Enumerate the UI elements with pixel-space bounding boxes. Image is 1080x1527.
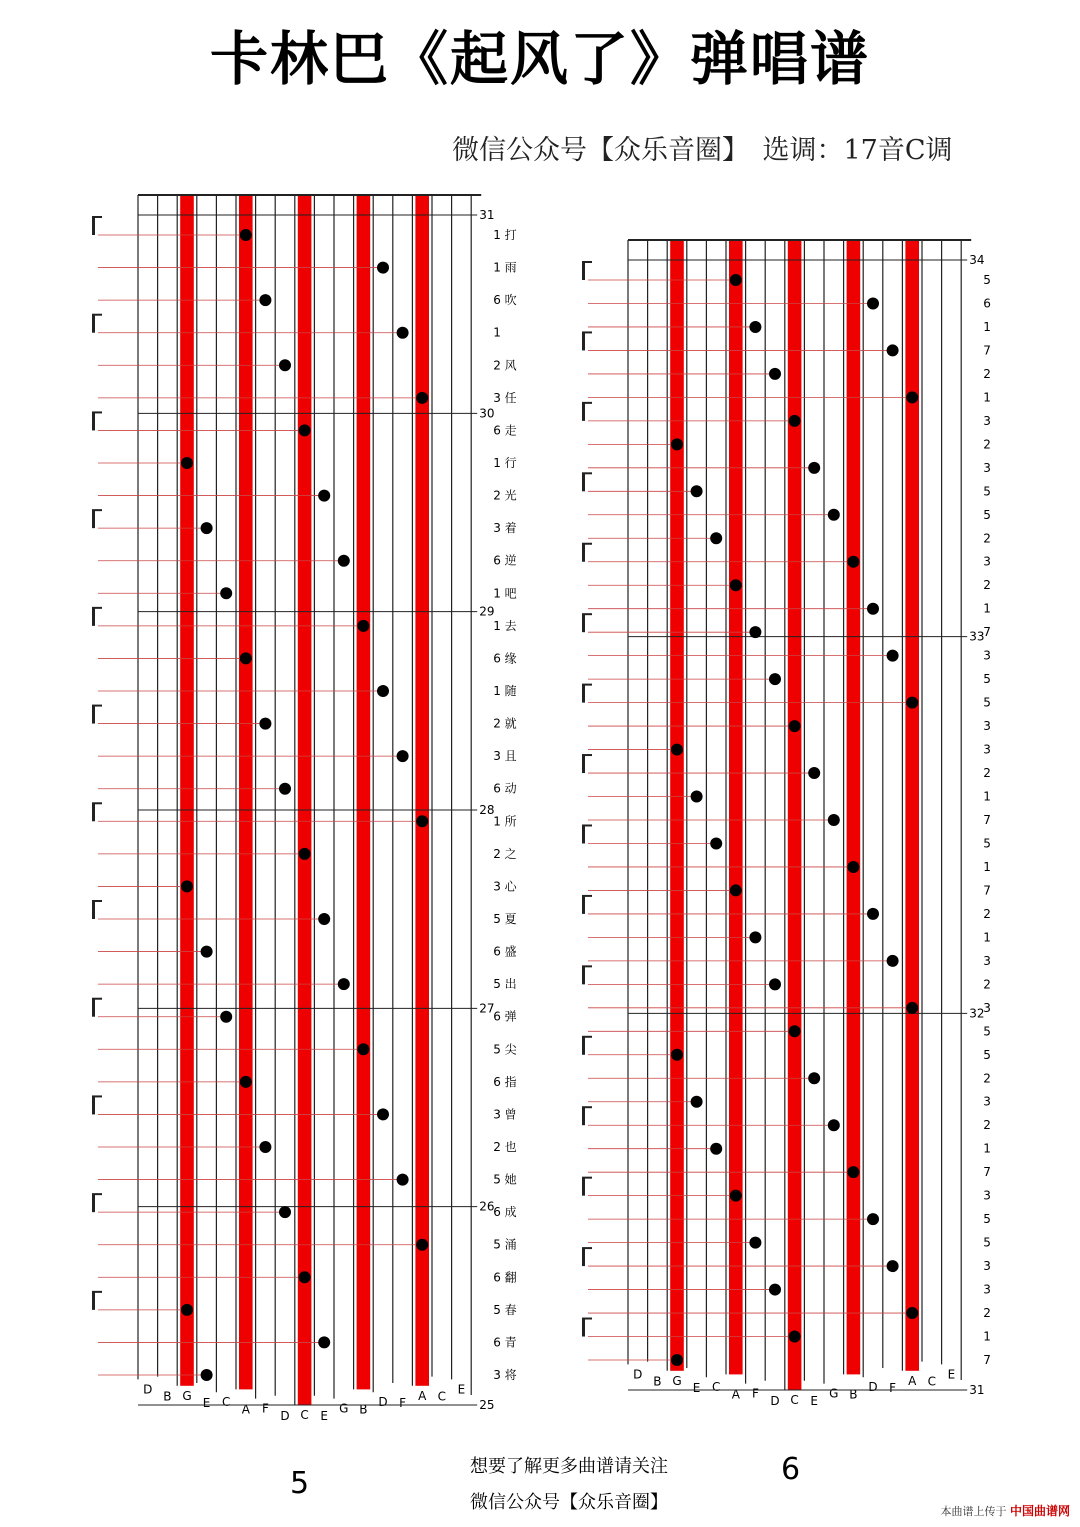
note-dot [828,814,840,826]
rhythm-stem [582,896,585,914]
rhythm-stem [92,412,95,430]
note-lyric: 5 她 [493,1172,517,1187]
key-label: C [222,1395,231,1410]
note-lyric: 1 [983,930,991,945]
key-label: B [849,1387,858,1402]
note-dot [710,532,722,544]
measure-number: 26 [479,1199,495,1214]
note-dot [318,1336,330,1348]
note-dot [318,913,330,925]
note-dot [808,767,820,779]
note-lyric: 1 随 [493,684,517,698]
note-dot [377,1108,389,1120]
measure-number: 33 [969,629,985,644]
note-lyric: 3 [983,742,991,757]
note-lyric: 1 [493,325,501,340]
key-label: D [633,1367,643,1382]
key-label: B [359,1402,368,1417]
note-dot [867,1213,879,1225]
rhythm-stem [582,966,585,984]
note-lyric: 5 [983,507,991,522]
note-lyric: 2 之 [493,846,517,861]
note-lyric: 6 成 [493,1205,517,1220]
note-lyric: 6 盛 [493,944,517,959]
note-lyric: 3 [983,1282,991,1297]
key-label: E [320,1408,328,1423]
right-sheet-number: 6 [781,1452,801,1487]
note-lyric: 3 [983,413,991,428]
note-dot [887,1260,899,1272]
note-lyric: 5 [983,1235,991,1250]
note-lyric: 1 [983,789,991,804]
note-dot [749,931,761,943]
key-label: F [261,1401,269,1416]
note-dot [240,1076,252,1088]
rhythm-stem [582,1037,585,1055]
rhythm-stem [582,262,585,280]
note-dot [181,1304,193,1316]
key-label: B [653,1374,662,1389]
measure-number: 30 [479,406,495,421]
note-lyric: 5 春 [493,1302,517,1317]
note-lyric: 2 [983,906,991,921]
note-dot [201,946,213,958]
note-dot [691,485,703,497]
note-lyric: 2 就 [493,716,517,731]
page-title: 卡林巴《起风了》弹唱谱 [209,25,870,93]
note-dot [299,848,311,860]
key-label: E [947,1367,956,1382]
note-dot [377,262,389,274]
note-lyric: 3 [983,953,991,968]
note-lyric: 7 [983,883,991,898]
note-dot [887,344,899,356]
rhythm-stem [92,999,95,1017]
key-label: D [770,1393,780,1408]
note-lyric: 5 夏 [493,912,517,926]
key-label: B [163,1389,172,1404]
key-label: F [751,1386,759,1401]
note-lyric: 1 [983,1141,991,1156]
note-dot [808,462,820,474]
rhythm-stem [582,1248,585,1266]
measure-number: 31 [479,208,495,222]
key-label: G [339,1401,349,1416]
red-key [357,195,371,1389]
note-dot [730,274,742,286]
note-lyric: 6 翻 [493,1270,517,1285]
red-key [729,240,743,1374]
rhythm-stem [582,473,585,491]
note-dot [201,522,213,534]
key-label: E [810,1393,818,1408]
credit [940,1502,1070,1519]
credit-brand: 中国曲谱网 [1009,1504,1070,1518]
rhythm-stem [582,544,585,562]
note-dot [906,1307,918,1319]
note-lyric: 7 [983,343,991,358]
note-dot [416,1239,428,1251]
note-lyric: 3 [983,1094,991,1109]
note-dot [671,438,683,450]
note-dot [769,978,781,990]
note-dot [808,1072,820,1084]
note-lyric: 2 [983,1118,991,1133]
key-label: A [731,1387,740,1402]
key-label: C [712,1380,721,1395]
note-dot [279,359,291,371]
note-dot [906,697,918,709]
note-dot [397,750,409,762]
note-lyric: 6 走 [493,423,517,438]
note-lyric: 5 尖 [493,1042,517,1057]
note-dot [749,1237,761,1249]
note-dot [769,1284,781,1296]
note-lyric: 3 心 [493,879,517,894]
note-lyric: 5 出 [493,977,517,992]
red-key [670,240,684,1371]
note-dot [259,1141,271,1153]
key-label: D [378,1395,388,1410]
note-dot [730,579,742,591]
note-lyric: 5 涌 [493,1237,517,1252]
note-lyric: 3 着 [493,521,517,536]
note-lyric: 1 雨 [493,260,517,275]
note-lyric: 5 [983,273,991,287]
note-dot [220,1011,232,1023]
note-dot [867,297,879,309]
measure-number: 34 [969,253,985,267]
note-lyric: 1 [983,390,991,405]
key-label: A [241,1402,250,1417]
left-sheet-number: 5 [290,1466,310,1501]
note-lyric: 7 [983,625,991,640]
rhythm-stem [92,901,95,919]
note-dot [357,1043,369,1055]
key-label: E [692,1381,701,1395]
note-lyric: 3 且 [493,749,517,764]
red-key [298,195,312,1405]
note-dot [710,837,722,849]
note-dot [828,509,840,521]
note-lyric: 2 [983,366,991,381]
note-dot [847,1166,859,1178]
rhythm-stem [582,332,585,350]
note-dot [828,1119,840,1131]
note-lyric: 5 [983,672,991,687]
note-dot [847,861,859,873]
note-dot [730,1190,742,1202]
note-dot [749,626,761,638]
red-key [415,195,429,1386]
note-dot [867,908,879,920]
note-dot [671,1049,683,1061]
rhythm-stem [582,614,585,632]
rhythm-stem [582,825,585,843]
note-lyric: 1 [983,859,991,874]
note-dot [259,718,271,730]
key-label: G [672,1373,682,1388]
note-lyric: 1 打 [493,228,517,242]
key-label: D [143,1382,153,1397]
note-dot [906,391,918,403]
measure-number: 29 [479,604,495,619]
rhythm-stem [582,1178,585,1196]
note-lyric: 3 [983,1000,991,1015]
note-dot [847,556,859,568]
note-lyric: 1 行 [493,456,517,470]
note-dot [377,685,389,697]
measure-number: 31 [969,1383,985,1397]
rhythm-stem [92,706,95,724]
note-dot [730,884,742,896]
note-lyric: 2 [983,437,991,452]
note-dot [299,424,311,436]
rhythm-stem [582,685,585,703]
note-dot [691,1096,703,1108]
note-dot [789,720,801,732]
note-dot [769,368,781,380]
note-dot [710,1143,722,1155]
note-lyric: 1 [983,319,991,334]
left-kalimba-tab [0,180,520,1440]
note-lyric: 2 [983,531,991,546]
note-lyric: 3 任 [493,390,517,405]
note-dot [220,587,232,599]
note-lyric: 3 [983,1259,991,1274]
note-lyric: 7 [983,1353,991,1367]
note-dot [338,555,350,567]
rhythm-stem [92,1194,95,1212]
note-dot [397,327,409,339]
note-lyric: 1 [983,1329,991,1344]
note-dot [201,1369,213,1381]
subtitle: 微信公众号【众乐音圈】 选调：17音C调 [452,135,953,166]
note-lyric: 3 [983,648,991,663]
note-lyric: 6 吹 [493,293,517,308]
note-dot [299,1271,311,1283]
note-dot [318,490,330,502]
rhythm-stem [92,510,95,528]
key-label: E [202,1396,211,1410]
note-lyric: 6 动 [493,781,517,796]
note-dot [240,652,252,664]
red-key [788,240,802,1390]
key-label: C [790,1393,799,1407]
key-label: C [300,1408,309,1422]
note-lyric: 2 风 [493,358,517,373]
red-key [239,195,253,1389]
red-key [847,240,861,1374]
note-lyric: 6 青 [493,1335,517,1350]
note-lyric: 7 [983,1165,991,1180]
key-label: D [280,1408,290,1423]
note-lyric: 3 [983,460,991,475]
note-dot [671,1354,683,1366]
note-lyric: 3 [983,1188,991,1203]
note-dot [240,229,252,241]
note-dot [357,620,369,632]
key-label: A [418,1388,427,1403]
note-lyric: 2 也 [493,1140,517,1154]
rhythm-stem [582,403,585,421]
measure-number: 32 [969,1006,985,1021]
key-label: F [399,1396,407,1410]
note-dot [769,673,781,685]
footer-line-1: 想要了解更多曲谱请关注 [470,1456,668,1477]
note-lyric: 2 [983,578,991,593]
rhythm-stem [582,1319,585,1337]
note-dot [867,603,879,615]
note-lyric: 5 [983,1024,991,1039]
note-lyric: 6 缘 [493,651,517,666]
key-label: G [829,1386,839,1401]
footer-line-2: 微信公众号【众乐音圈】 [470,1492,668,1513]
key-label: C [927,1374,936,1389]
note-dot [887,650,899,662]
note-dot [887,955,899,967]
note-dot [749,321,761,333]
note-lyric: 2 光 [493,488,517,503]
note-dot [338,978,350,990]
note-dot [789,1331,801,1343]
note-dot [789,1025,801,1037]
note-lyric: 6 逆 [493,553,517,568]
note-lyric: 3 [983,554,991,569]
note-lyric: 2 [983,977,991,992]
note-dot [671,744,683,756]
note-dot [181,880,193,892]
rhythm-stem [582,755,585,773]
note-lyric: 5 [983,836,991,851]
note-dot [259,294,271,306]
note-lyric: 5 [983,1212,991,1227]
note-lyric: 1 去 [493,618,517,633]
note-lyric: 6 指 [493,1074,517,1089]
rhythm-stem [92,608,95,626]
key-label: D [868,1380,878,1395]
note-dot [181,457,193,469]
rhythm-stem [582,1107,585,1125]
measure-number: 27 [479,1001,495,1016]
right-kalimba-tab [560,230,1080,1445]
note-lyric: 2 [983,1306,991,1321]
credit-text: 本曲谱上传于 [940,1505,1007,1518]
measure-number: 25 [479,1398,495,1412]
note-dot [416,815,428,827]
rhythm-stem [92,217,95,235]
key-label: A [908,1373,917,1388]
rhythm-stem [92,803,95,821]
rhythm-stem [92,1096,95,1114]
red-key [905,240,919,1371]
key-label: F [889,1381,897,1395]
note-lyric: 2 [983,1071,991,1086]
note-lyric: 3 将 [493,1368,517,1382]
note-dot [416,392,428,404]
note-dot [279,783,291,795]
note-lyric: 5 [983,695,991,710]
note-dot [397,1174,409,1186]
note-dot [906,1002,918,1014]
red-key [180,195,194,1386]
key-label: C [437,1389,446,1404]
note-lyric: 6 弹 [493,1009,517,1024]
note-lyric: 7 [983,813,991,827]
note-lyric: 2 [983,766,991,781]
note-lyric: 6 [983,296,991,311]
key-label: E [457,1382,466,1397]
note-lyric: 1 所 [493,814,517,829]
note-lyric: 5 [983,484,991,499]
note-dot [691,791,703,803]
note-lyric: 3 [983,719,991,734]
measure-number: 28 [479,803,495,817]
note-lyric: 1 [983,601,991,616]
rhythm-stem [92,315,95,333]
key-label: G [182,1388,192,1403]
note-dot [279,1206,291,1218]
note-lyric: 3 曾 [493,1107,517,1122]
note-dot [789,415,801,427]
note-lyric: 1 吧 [493,586,517,601]
note-lyric: 5 [983,1047,991,1062]
rhythm-stem [92,1292,95,1310]
